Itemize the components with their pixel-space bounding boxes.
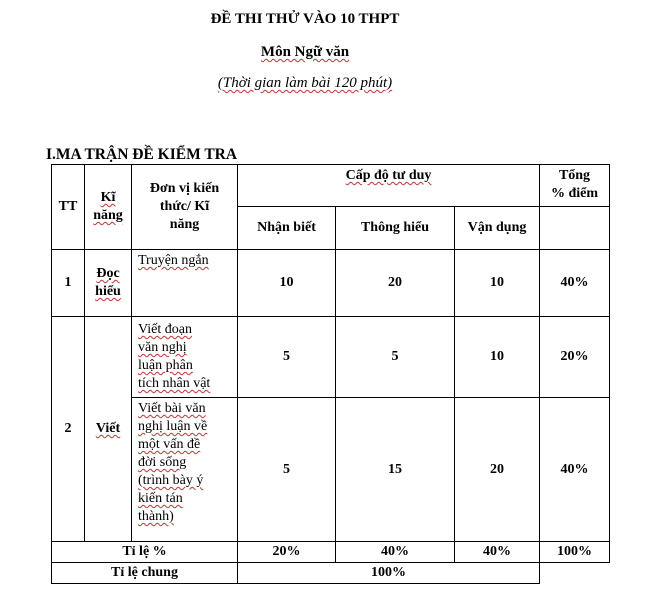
ratio-total: 100% xyxy=(540,542,610,563)
row-tt: 1 xyxy=(52,250,85,317)
row-unit: Viết bài văn nghị luận về một vấn đề đời sống (trình bày ý kiến tán thành) xyxy=(132,398,238,542)
col-skill-header: Kĩ năng xyxy=(85,165,132,250)
col-tt-header: TT xyxy=(52,165,85,250)
row-thong-hieu: 5 xyxy=(336,317,455,398)
overall-ratio-label: Tỉ lệ chung xyxy=(52,563,238,584)
row-skill: Đọc hiểu xyxy=(85,250,132,317)
col-van-dung-header: Vận dụng xyxy=(455,207,540,250)
row-unit: Viết đoạn văn nghị luận phân tích nhân vật xyxy=(132,317,238,398)
row-nhan-biet: 10 xyxy=(238,250,336,317)
ratio-label: Tỉ lệ % xyxy=(52,542,238,563)
ratio-van-dung: 40% xyxy=(455,542,540,563)
row-skill: Viết xyxy=(85,317,132,542)
table-row xyxy=(52,398,610,542)
row-nhan-biet: 5 xyxy=(238,398,336,542)
row-thong-hieu: 20 xyxy=(336,250,455,317)
row-total: 20% xyxy=(540,317,610,398)
matrix-table xyxy=(51,164,610,584)
section-title: I.MA TRẬN ĐỀ KIỂM TRA xyxy=(46,146,238,163)
overall-ratio-row xyxy=(52,563,610,584)
row-van-dung: 10 xyxy=(455,250,540,317)
col-total-header: Tổng % điểm xyxy=(540,165,610,207)
table-row xyxy=(52,250,610,317)
exam-title: ĐỀ THI THỬ VÀO 10 THPT xyxy=(210,11,400,27)
row-total: 40% xyxy=(540,250,610,317)
exam-subject: Môn Ngữ văn xyxy=(260,44,350,60)
row-thong-hieu: 15 xyxy=(336,398,455,542)
header-row-1 xyxy=(52,165,610,207)
row-total: 40% xyxy=(540,398,610,542)
row-unit: Truyện ngắn xyxy=(132,250,238,317)
row-nhan-biet: 5 xyxy=(238,317,336,398)
col-unit-header: Đơn vị kiến thức/ Kĩ năng xyxy=(132,165,238,250)
col-nhan-biet-header: Nhận biết xyxy=(238,207,336,250)
row-van-dung: 10 xyxy=(455,317,540,398)
col-level-header: Cấp độ tư duy xyxy=(238,165,540,207)
row-tt: 2 xyxy=(52,317,85,542)
col-total-empty xyxy=(540,207,610,250)
ratio-nhan-biet: 20% xyxy=(238,542,336,563)
ratio-thong-hieu: 40% xyxy=(336,542,455,563)
col-thong-hieu-header: Thông hiểu xyxy=(336,207,455,250)
overall-ratio-value: 100% xyxy=(238,563,540,584)
ratio-row xyxy=(52,542,610,563)
row-van-dung: 20 xyxy=(455,398,540,542)
exam-time: (Thời gian làm bài 120 phút) xyxy=(217,75,393,91)
table-row xyxy=(52,317,610,398)
